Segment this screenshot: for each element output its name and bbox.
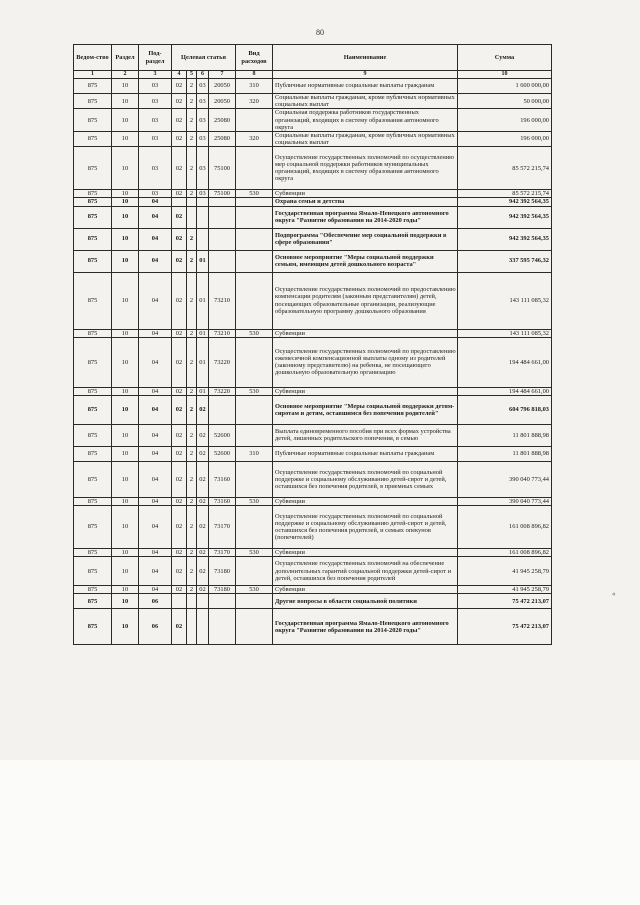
expense-type-cell: [236, 272, 273, 329]
expense-type-cell: [236, 609, 273, 645]
sum-cell: 161 008 896,82: [458, 549, 552, 557]
program-code-cell: 02: [172, 609, 187, 645]
event-code-cell: 02: [197, 424, 209, 446]
expense-type-cell: 310: [236, 446, 273, 461]
name-cell: Субвенции: [273, 190, 458, 198]
section-cell: 10: [112, 549, 139, 557]
expense-type-cell: [236, 337, 273, 387]
subprogram-code-cell: 2: [187, 272, 197, 329]
header-name: Наименование: [273, 45, 458, 71]
name-cell: Государственная программа Ямало-Ненецкого автономного округа "Развитие образования на 2014-2020 годы": [273, 609, 458, 645]
program-code-cell: [172, 594, 187, 609]
sum-cell: 85 572 215,74: [458, 190, 552, 198]
direction-code-cell: 73170: [209, 549, 236, 557]
direction-code-cell: 20050: [209, 79, 236, 94]
event-code-cell: 02: [197, 557, 209, 586]
dept-cell: 875: [74, 147, 112, 190]
dept-cell: 875: [74, 79, 112, 94]
sum-cell: 390 040 773,44: [458, 461, 552, 497]
expense-type-cell: [236, 250, 273, 272]
subprogram-code-cell: 2: [187, 131, 197, 146]
subprogram-code-cell: 2: [187, 228, 197, 250]
expense-type-cell: [236, 594, 273, 609]
subsection-cell: 03: [139, 109, 172, 132]
sum-cell: 41 945 258,79: [458, 557, 552, 586]
program-code-cell: 02: [172, 94, 187, 109]
section-cell: 10: [112, 609, 139, 645]
name-cell: Государственная программа Ямало-Ненецкого автономного округа "Развитие образования на 2014-2020 годы": [273, 206, 458, 228]
section-cell: 10: [112, 594, 139, 609]
event-code-cell: [197, 594, 209, 609]
expense-type-cell: 530: [236, 549, 273, 557]
program-code-cell: 02: [172, 228, 187, 250]
subprogram-code-cell: 2: [187, 446, 197, 461]
program-code-cell: 02: [172, 79, 187, 94]
direction-code-cell: 20050: [209, 94, 236, 109]
subprogram-code-cell: 2: [187, 557, 197, 586]
sum-cell: 75 472 213,07: [458, 609, 552, 645]
expense-type-cell: [236, 506, 273, 549]
direction-code-cell: [209, 609, 236, 645]
table-body: [74, 71, 552, 645]
sum-cell: 11 801 888,98: [458, 424, 552, 446]
expense-type-cell: [236, 424, 273, 446]
dept-cell: 875: [74, 497, 112, 505]
name-cell: Публичные нормативные социальные выплаты гражданам: [273, 446, 458, 461]
event-code-cell: 02: [197, 506, 209, 549]
expense-type-cell: [236, 109, 273, 132]
table-row: [74, 387, 552, 395]
expense-type-cell: 530: [236, 329, 273, 337]
program-code-cell: 02: [172, 387, 187, 395]
section-cell: 10: [112, 190, 139, 198]
expense-type-cell: [236, 198, 273, 206]
dept-cell: 875: [74, 337, 112, 387]
subsection-cell: 04: [139, 586, 172, 594]
direction-code-cell: 75100: [209, 190, 236, 198]
table-row: [74, 461, 552, 497]
sum-cell: 942 392 564,35: [458, 206, 552, 228]
sum-cell: 143 111 085,32: [458, 272, 552, 329]
event-code-cell: 01: [197, 337, 209, 387]
table-row: [74, 609, 552, 645]
column-index-cell: 8: [236, 71, 273, 79]
table-row: [74, 586, 552, 594]
dept-cell: 875: [74, 250, 112, 272]
header-section: Раздел: [112, 45, 139, 71]
dept-cell: 875: [74, 549, 112, 557]
event-code-cell: 02: [197, 586, 209, 594]
subsection-cell: 04: [139, 206, 172, 228]
program-code-cell: 02: [172, 190, 187, 198]
subsection-cell: 04: [139, 395, 172, 424]
program-code-cell: [172, 198, 187, 206]
direction-code-cell: 73220: [209, 337, 236, 387]
subprogram-code-cell: 2: [187, 395, 197, 424]
program-code-cell: 02: [172, 586, 187, 594]
subsection-cell: 04: [139, 446, 172, 461]
header-target-article: Целевая статья: [172, 45, 236, 71]
event-code-cell: 02: [197, 395, 209, 424]
column-index-cell: 3: [139, 71, 172, 79]
name-cell: Осуществление государственных полномочий по социальной поддержке и социальному обслуживанию детей-сирот и детей, оставшихся без попечения родителей, в приемных семьях: [273, 461, 458, 497]
dept-cell: 875: [74, 506, 112, 549]
program-code-cell: 02: [172, 131, 187, 146]
table-row: [74, 549, 552, 557]
table-row: [74, 395, 552, 424]
name-cell: Социальные выплаты гражданам, кроме публичных нормативных социальных выплат: [273, 94, 458, 109]
direction-code-cell: 52600: [209, 424, 236, 446]
expense-type-cell: 530: [236, 387, 273, 395]
dept-cell: 875: [74, 198, 112, 206]
header-sum: Сумма: [458, 45, 552, 71]
sum-cell: 196 000,00: [458, 109, 552, 132]
name-cell: Социальная поддержка работников государственных организаций, входящих в систему образования автономного округа: [273, 109, 458, 132]
sum-cell: 337 595 746,32: [458, 250, 552, 272]
expense-type-cell: 530: [236, 586, 273, 594]
header-subsection: Под-раздел: [139, 45, 172, 71]
subsection-cell: 04: [139, 272, 172, 329]
direction-code-cell: 73170: [209, 506, 236, 549]
program-code-cell: 02: [172, 250, 187, 272]
event-code-cell: 03: [197, 109, 209, 132]
name-cell: Осуществление государственных полномочий по предоставлению ежемесячной компенсационной выплаты одному из родителей (законному представителю) на ребенка, не посещающего дошкольную образовательную организацию: [273, 337, 458, 387]
section-cell: 10: [112, 387, 139, 395]
event-code-cell: [197, 228, 209, 250]
name-cell: Осуществление государственных полномочий на обеспечение дополнительных гарантий социальной поддержки детей-сирот и детей, оставшихся без попечения родителей: [273, 557, 458, 586]
subprogram-code-cell: 2: [187, 387, 197, 395]
subprogram-code-cell: [187, 594, 197, 609]
subprogram-code-cell: 2: [187, 424, 197, 446]
subsection-cell: 04: [139, 228, 172, 250]
direction-code-cell: 25080: [209, 131, 236, 146]
subsection-cell: 03: [139, 190, 172, 198]
table-row: [74, 206, 552, 228]
sum-cell: 41 945 258,79: [458, 586, 552, 594]
dept-cell: 875: [74, 131, 112, 146]
sum-cell: 75 472 213,07: [458, 594, 552, 609]
subprogram-code-cell: 2: [187, 109, 197, 132]
expense-type-cell: [236, 461, 273, 497]
section-cell: 10: [112, 228, 139, 250]
name-cell: Охрана семьи и детства: [273, 198, 458, 206]
program-code-cell: 02: [172, 147, 187, 190]
column-index-cell: 1: [74, 71, 112, 79]
program-code-cell: 02: [172, 329, 187, 337]
section-cell: 10: [112, 586, 139, 594]
subsection-cell: 04: [139, 497, 172, 505]
table-row: [74, 131, 552, 146]
column-index-cell: 9: [273, 71, 458, 79]
sum-cell: 50 000,00: [458, 94, 552, 109]
section-cell: 10: [112, 337, 139, 387]
program-code-cell: 02: [172, 337, 187, 387]
direction-code-cell: [209, 395, 236, 424]
dept-cell: 875: [74, 395, 112, 424]
subprogram-code-cell: [187, 206, 197, 228]
subsection-cell: 03: [139, 79, 172, 94]
dept-cell: 875: [74, 557, 112, 586]
program-code-cell: 02: [172, 395, 187, 424]
name-cell: Субвенции: [273, 586, 458, 594]
subprogram-code-cell: 2: [187, 461, 197, 497]
event-code-cell: 02: [197, 497, 209, 505]
section-cell: 10: [112, 461, 139, 497]
column-index-cell: 2: [112, 71, 139, 79]
expense-type-cell: [236, 147, 273, 190]
dept-cell: 875: [74, 190, 112, 198]
direction-code-cell: [209, 206, 236, 228]
dept-cell: 875: [74, 387, 112, 395]
subprogram-code-cell: 2: [187, 147, 197, 190]
event-code-cell: 03: [197, 147, 209, 190]
section-cell: 10: [112, 395, 139, 424]
subsection-cell: 06: [139, 594, 172, 609]
event-code-cell: 01: [197, 329, 209, 337]
header-row: [74, 45, 552, 71]
event-code-cell: [197, 206, 209, 228]
program-code-cell: 02: [172, 109, 187, 132]
table-row: [74, 79, 552, 94]
table-row: [74, 228, 552, 250]
subprogram-code-cell: [187, 198, 197, 206]
dept-cell: 875: [74, 424, 112, 446]
subprogram-code-cell: 2: [187, 506, 197, 549]
direction-code-cell: 75100: [209, 147, 236, 190]
column-index-cell: 7: [209, 71, 236, 79]
dept-cell: 875: [74, 272, 112, 329]
program-code-cell: 02: [172, 206, 187, 228]
table-row: [74, 329, 552, 337]
name-cell: Осуществление государственных полномочий по предоставлению компенсации родителям (законным представителям) детей, посещающих образовательные организации, реализующие образовательную программу дошкольного образования: [273, 272, 458, 329]
name-cell: Осуществление государственных полномочий по социальной поддержке и социальному обслуживанию детей-сирот и детей, оставшихся без попечения родителей, и семьях опекунов (попечителей): [273, 506, 458, 549]
name-cell: Субвенции: [273, 549, 458, 557]
table-row: [74, 147, 552, 190]
subsection-cell: 04: [139, 337, 172, 387]
sum-cell: 194 484 661,00: [458, 337, 552, 387]
direction-code-cell: 73160: [209, 461, 236, 497]
subsection-cell: 04: [139, 506, 172, 549]
direction-code-cell: 73220: [209, 387, 236, 395]
subprogram-code-cell: 2: [187, 329, 197, 337]
section-cell: 10: [112, 198, 139, 206]
direction-code-cell: 73210: [209, 272, 236, 329]
subprogram-code-cell: [187, 609, 197, 645]
subprogram-code-cell: 2: [187, 250, 197, 272]
table-row: [74, 557, 552, 586]
section-cell: 10: [112, 506, 139, 549]
section-cell: 10: [112, 94, 139, 109]
dept-cell: 875: [74, 109, 112, 132]
sum-cell: 1 600 000,00: [458, 79, 552, 94]
table-row: [74, 337, 552, 387]
column-index-row: [74, 71, 552, 79]
event-code-cell: 03: [197, 79, 209, 94]
event-code-cell: [197, 609, 209, 645]
sum-cell: 161 008 896,82: [458, 506, 552, 549]
subsection-cell: 04: [139, 557, 172, 586]
direction-code-cell: [209, 250, 236, 272]
subprogram-code-cell: 2: [187, 497, 197, 505]
program-code-cell: 02: [172, 506, 187, 549]
subsection-cell: 06: [139, 609, 172, 645]
dept-cell: 875: [74, 594, 112, 609]
sum-cell: 942 392 564,35: [458, 198, 552, 206]
event-code-cell: 03: [197, 190, 209, 198]
subprogram-code-cell: 2: [187, 94, 197, 109]
dept-cell: 875: [74, 609, 112, 645]
name-cell: Осуществление государственных полномочий по осуществлению мер социальной поддержки работников муниципальных организаций, входящих в систему образования автономного округа: [273, 147, 458, 190]
section-cell: 10: [112, 446, 139, 461]
header-dept: Ведом-ство: [74, 45, 112, 71]
event-code-cell: [197, 198, 209, 206]
event-code-cell: 03: [197, 94, 209, 109]
expense-type-cell: [236, 395, 273, 424]
table-row: [74, 506, 552, 549]
program-code-cell: 02: [172, 461, 187, 497]
name-cell: Другие вопросы в области социальной политики: [273, 594, 458, 609]
subsection-cell: 04: [139, 387, 172, 395]
page-number: 80: [316, 28, 324, 37]
header-expense-type: Вид расходов: [236, 45, 273, 71]
section-cell: 10: [112, 79, 139, 94]
margin-mark: «: [612, 590, 616, 598]
name-cell: Субвенции: [273, 329, 458, 337]
event-code-cell: 01: [197, 387, 209, 395]
sum-cell: 143 111 085,32: [458, 329, 552, 337]
direction-code-cell: 73210: [209, 329, 236, 337]
budget-table: [73, 44, 552, 645]
subsection-cell: 04: [139, 424, 172, 446]
program-code-cell: 02: [172, 272, 187, 329]
dept-cell: 875: [74, 206, 112, 228]
event-code-cell: 02: [197, 461, 209, 497]
subsection-cell: 03: [139, 94, 172, 109]
sum-cell: 604 796 818,03: [458, 395, 552, 424]
subsection-cell: 03: [139, 147, 172, 190]
direction-code-cell: 52600: [209, 446, 236, 461]
name-cell: Основное мероприятие "Меры социальной поддержки детям-сиротам и детям, оставшимся без попечения родителей": [273, 395, 458, 424]
table-row: [74, 594, 552, 609]
name-cell: Публичные нормативные социальные выплаты гражданам: [273, 79, 458, 94]
subsection-cell: 04: [139, 461, 172, 497]
section-cell: 10: [112, 109, 139, 132]
section-cell: 10: [112, 131, 139, 146]
dept-cell: 875: [74, 461, 112, 497]
event-code-cell: 03: [197, 131, 209, 146]
dept-cell: 875: [74, 446, 112, 461]
table-row: [74, 446, 552, 461]
table-row: [74, 109, 552, 132]
subprogram-code-cell: 2: [187, 190, 197, 198]
table-row: [74, 497, 552, 505]
event-code-cell: 01: [197, 272, 209, 329]
section-cell: 10: [112, 424, 139, 446]
table-row: [74, 250, 552, 272]
dept-cell: 875: [74, 228, 112, 250]
scan-background: [0, 760, 640, 905]
section-cell: 10: [112, 147, 139, 190]
direction-code-cell: 73180: [209, 557, 236, 586]
program-code-cell: 02: [172, 497, 187, 505]
dept-cell: 875: [74, 94, 112, 109]
name-cell: Субвенции: [273, 497, 458, 505]
subprogram-code-cell: 2: [187, 79, 197, 94]
section-cell: 10: [112, 206, 139, 228]
program-code-cell: 02: [172, 446, 187, 461]
direction-code-cell: 73180: [209, 586, 236, 594]
direction-code-cell: [209, 594, 236, 609]
subsection-cell: 04: [139, 250, 172, 272]
section-cell: 10: [112, 272, 139, 329]
subsection-cell: 04: [139, 329, 172, 337]
sum-cell: 390 040 773,44: [458, 497, 552, 505]
expense-type-cell: 530: [236, 190, 273, 198]
table-row: [74, 198, 552, 206]
subprogram-code-cell: 2: [187, 337, 197, 387]
dept-cell: 875: [74, 329, 112, 337]
direction-code-cell: [209, 198, 236, 206]
table-row: [74, 190, 552, 198]
sum-cell: 85 572 215,74: [458, 147, 552, 190]
column-index-cell: 10: [458, 71, 552, 79]
table-row: [74, 424, 552, 446]
expense-type-cell: [236, 206, 273, 228]
column-index-cell: 5: [187, 71, 197, 79]
direction-code-cell: 73160: [209, 497, 236, 505]
expense-type-cell: 320: [236, 131, 273, 146]
sum-cell: 196 000,00: [458, 131, 552, 146]
name-cell: Социальные выплаты гражданам, кроме публичных нормативных социальных выплат: [273, 131, 458, 146]
name-cell: Подпрограмма "Обеспечение мер социальной поддержки в сфере образования": [273, 228, 458, 250]
program-code-cell: 02: [172, 557, 187, 586]
event-code-cell: 02: [197, 446, 209, 461]
name-cell: Основное мероприятие "Меры социальной поддержки семьям, имеющим детей дошкольного возраста": [273, 250, 458, 272]
subprogram-code-cell: 2: [187, 549, 197, 557]
direction-code-cell: [209, 228, 236, 250]
dept-cell: 875: [74, 586, 112, 594]
expense-type-cell: [236, 557, 273, 586]
sum-cell: 942 392 564,35: [458, 228, 552, 250]
table-row: [74, 94, 552, 109]
subsection-cell: 03: [139, 131, 172, 146]
name-cell: Выплата единовременного пособия при всех формах устройства детей, лишенных родительского попечения, в семью: [273, 424, 458, 446]
expense-type-cell: 310: [236, 79, 273, 94]
direction-code-cell: 25080: [209, 109, 236, 132]
subprogram-code-cell: 2: [187, 586, 197, 594]
event-code-cell: 01: [197, 250, 209, 272]
table-row: [74, 272, 552, 329]
column-index-cell: 6: [197, 71, 209, 79]
expense-type-cell: [236, 228, 273, 250]
section-cell: 10: [112, 557, 139, 586]
column-index-cell: 4: [172, 71, 187, 79]
section-cell: 10: [112, 497, 139, 505]
subsection-cell: 04: [139, 549, 172, 557]
expense-type-cell: 530: [236, 497, 273, 505]
expense-type-cell: 320: [236, 94, 273, 109]
section-cell: 10: [112, 250, 139, 272]
program-code-cell: 02: [172, 424, 187, 446]
event-code-cell: 02: [197, 549, 209, 557]
section-cell: 10: [112, 329, 139, 337]
name-cell: Субвенции: [273, 387, 458, 395]
sum-cell: 194 484 661,00: [458, 387, 552, 395]
subsection-cell: 04: [139, 198, 172, 206]
program-code-cell: 02: [172, 549, 187, 557]
sum-cell: 11 801 888,98: [458, 446, 552, 461]
